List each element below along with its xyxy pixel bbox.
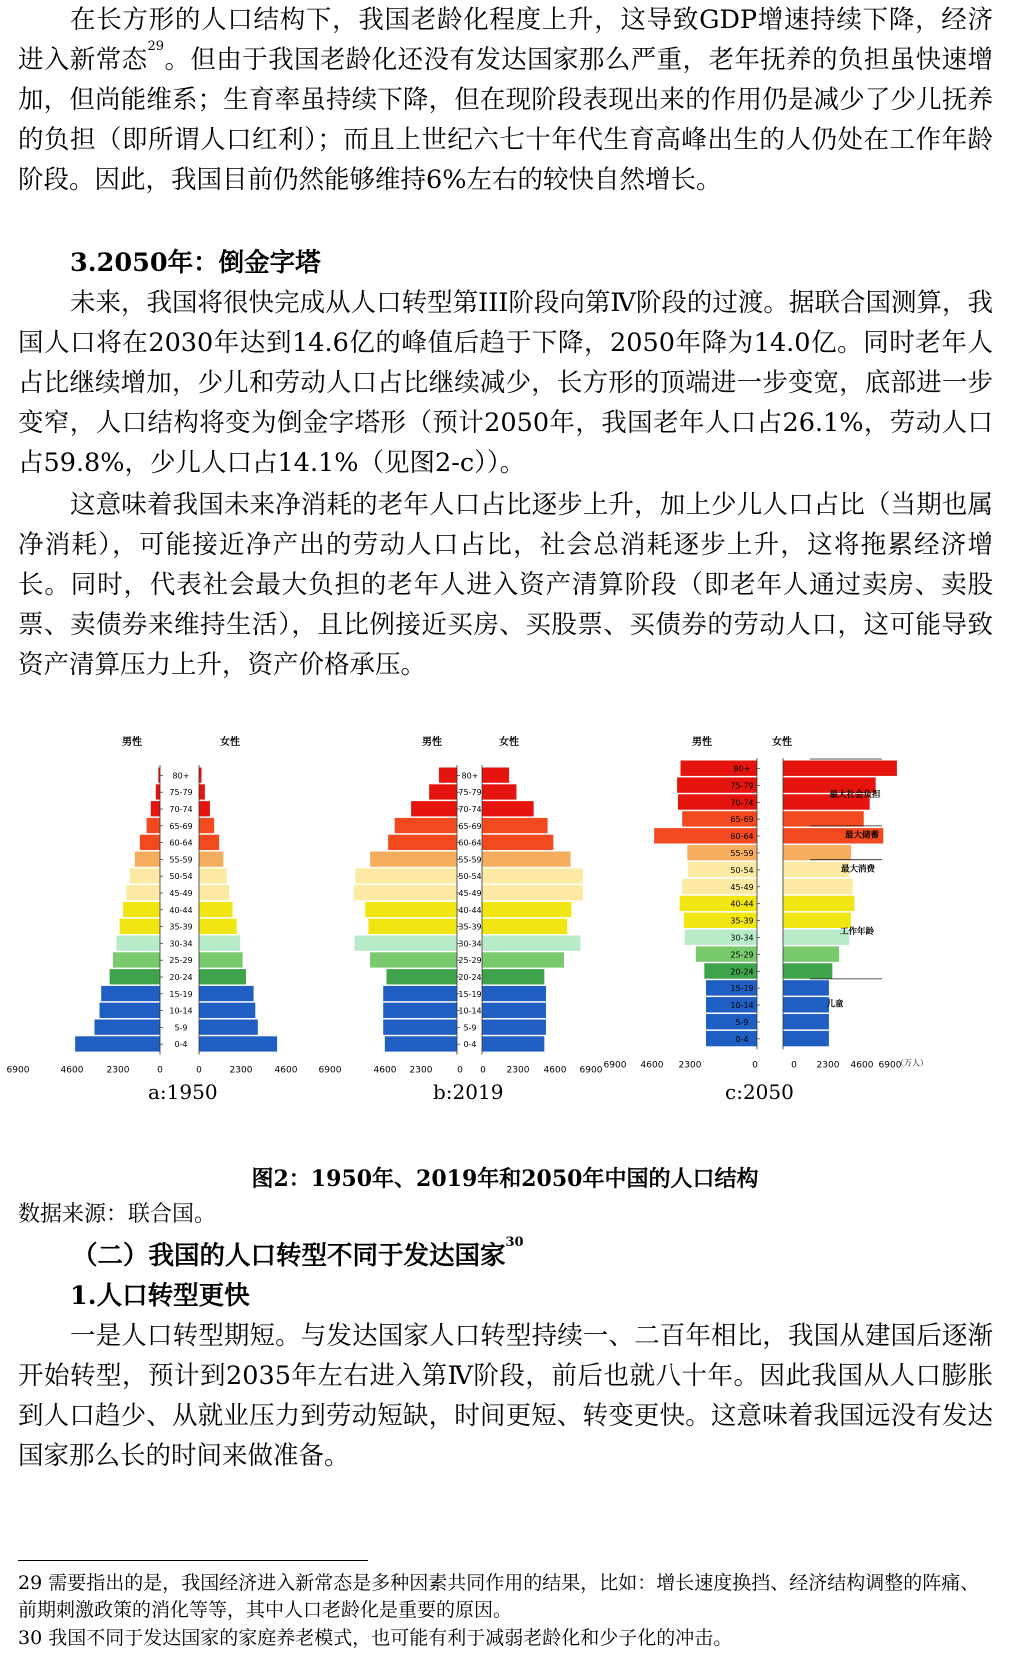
chart-2-age-label-25-29: 25-29: [730, 950, 754, 960]
chart-1-bar-male-45-49: [354, 885, 457, 900]
chart-2-xtick-0: 6900: [603, 1060, 627, 1071]
chart-0-bar-male-40-44: [123, 902, 160, 917]
chart-2-xtick-4: 0: [791, 1060, 797, 1071]
chart-2-bar-female-40-44: [783, 896, 854, 911]
chart-1-bar-male-10-14: [383, 1003, 457, 1018]
chart-1-xtick-6: 4600: [543, 1065, 567, 1076]
section-heading-2050: 3.2050年：倒金字塔: [70, 248, 321, 278]
chart-0-xtick-3: 0: [157, 1065, 163, 1076]
chart-caption-2050: c:2050: [725, 1080, 794, 1104]
chart-2-age-label-75-79: 75-79: [730, 781, 754, 791]
chart-0-bar-male-30-34: [116, 936, 160, 951]
chart-0-age-label-70-74: 70-74: [169, 805, 193, 815]
chart-0-bar-female-35-39: [199, 919, 237, 934]
chart-0-bar-male-75-79: [156, 784, 160, 799]
chart-1-bar-male-15-19: [383, 986, 457, 1001]
chart-2-age-label-20-24: 20-24: [730, 967, 754, 977]
chart-1-bar-male-5-9: [383, 1020, 457, 1035]
chart-1-legend-female: 女性: [499, 737, 519, 748]
chart-1-age-label-70-74: 70-74: [458, 805, 482, 815]
chart-0-age-label-30-34: 30-34: [169, 939, 193, 949]
chart-0-bar-male-10-14: [100, 1003, 160, 1018]
chart-1-bar-male-70-74: [411, 801, 457, 816]
chart-2-bar-female-5-9: [783, 1014, 829, 1029]
chart-1-bar-female-60-64: [482, 835, 553, 850]
chart-0-age-label-35-39: 35-39: [169, 922, 193, 932]
chart-2-age-label-50-54: 50-54: [730, 865, 754, 875]
footnote-divider: [18, 1560, 368, 1561]
footnote-ref-30[interactable]: 30: [505, 1235, 524, 1250]
chart-0-bar-female-65-69: [199, 818, 214, 833]
chart-1-bar-male-50-54: [355, 868, 457, 883]
chart-1-age-label-60-64: 60-64: [458, 838, 482, 848]
chart-0-bar-female-30-34: [199, 936, 240, 951]
chart-0-bar-male-15-19: [101, 986, 160, 1001]
chart-0-age-label-5-9: 5-9: [174, 1023, 188, 1033]
chart-1-bar-male-20-24: [386, 969, 457, 984]
chart-0-age-label-25-29: 25-29: [169, 956, 193, 966]
chart-1-age-label-30-34: 30-34: [458, 939, 482, 949]
chart-0-bar-female-45-49: [199, 885, 229, 900]
chart-2-bar-female-25-29: [783, 946, 839, 961]
chart-0-xtick-1: 4600: [60, 1065, 84, 1076]
chart-2-bar-female-0-4: [783, 1031, 829, 1046]
chart-0-xtick-0: 6900: [6, 1065, 30, 1076]
chart-2-age-label-30-34: 30-34: [730, 933, 754, 943]
chart-2-bar-female-65-69: [783, 811, 864, 826]
chart-1-bar-male-75-79: [429, 784, 457, 799]
chart-2-xtick-1: 4600: [640, 1060, 664, 1071]
chart-2-xtick-2: 2300: [678, 1060, 702, 1071]
chart-1-age-label-15-19: 15-19: [458, 989, 482, 999]
chart-caption-1950: a:1950: [148, 1080, 218, 1104]
chart-0-age-label-40-44: 40-44: [169, 905, 193, 915]
chart-1-bar-female-15-19: [482, 986, 546, 1001]
chart-2-xtick-6: 4600: [850, 1060, 874, 1071]
footnote-30: 30 我国不同于发达国家的家庭养老模式，也可能有利于减弱老龄化和少子化的冲击。: [18, 1627, 733, 1649]
chart-1-bar-male-30-34: [355, 936, 458, 951]
chart-1-age-label-25-29: 25-29: [458, 956, 482, 966]
chart-0-bar-male-5-9: [94, 1020, 160, 1035]
chart-1-bar-female-75-79: [482, 784, 516, 799]
chart-0-bar-female-15-19: [199, 986, 254, 1001]
chart-1-age-label-40-44: 40-44: [458, 905, 482, 915]
chart-1-bar-female-40-44: [482, 902, 571, 917]
chart-2-annotation-2: 最大消费: [840, 864, 876, 875]
chart-1-bar-male-40-44: [365, 902, 457, 917]
chart-1-age-label-5-9: 5-9: [463, 1023, 477, 1033]
chart-0-bar-female-25-29: [199, 952, 243, 967]
chart-0-bar-male-45-49: [126, 885, 160, 900]
chart-1-bar-female-25-29: [482, 952, 564, 967]
chart-1-bar-female-30-34: [482, 936, 580, 951]
chart-1-xtick-4: 0: [480, 1065, 486, 1076]
chart-2-xtick-5: 2300: [816, 1060, 840, 1071]
chart-2-legend-female: 女性: [772, 737, 792, 748]
chart-2-age-label-55-59: 55-59: [730, 848, 754, 858]
chart-0-age-label-65-69: 65-69: [169, 821, 193, 831]
chart-2-age-label-5-9: 5-9: [735, 1017, 749, 1027]
chart-1-legend-male: 男性: [422, 737, 442, 748]
chart-1-bar-male-80+: [439, 768, 457, 783]
chart-0-age-label-10-14: 10-14: [169, 1006, 193, 1016]
chart-0-xtick-6: 4600: [274, 1065, 298, 1076]
chart-2-bar-male-0-4: [706, 1031, 757, 1046]
chart-2-bar-female-10-14: [783, 997, 829, 1012]
chart-0-age-label-45-49: 45-49: [169, 889, 193, 899]
chart-2-annotation-3: 工作年龄: [839, 927, 875, 938]
chart-1-bar-female-50-54: [482, 868, 583, 883]
chart-2-bar-female-80+: [783, 761, 897, 776]
chart-1-bar-male-35-39: [368, 919, 457, 934]
chart-0-xtick-2: 2300: [106, 1065, 130, 1076]
chart-0-bar-male-65-69: [147, 818, 160, 833]
chart-2-age-label-10-14: 10-14: [730, 1001, 754, 1011]
chart-0-age-label-75-79: 75-79: [169, 788, 193, 798]
chart-2-bar-female-55-59: [783, 845, 851, 860]
chart-0-bar-male-35-39: [120, 919, 160, 934]
chart-1-bar-female-70-74: [482, 801, 534, 816]
chart-0-bar-male-55-59: [135, 852, 160, 867]
chart-2-age-label-70-74: 70-74: [730, 798, 754, 808]
chart-2-annotation-0: 最大社会负担: [829, 790, 881, 801]
chart-0-bar-female-10-14: [199, 1003, 255, 1018]
chart-0-bar-male-70-74: [151, 801, 160, 816]
chart-2-bar-female-15-19: [783, 980, 829, 995]
chart-2-xtick-3: 0: [752, 1060, 758, 1071]
section-heading-2: （二）我国的人口转型不同于发达国家$^{30}$: [72, 1235, 524, 1271]
chart-0-bar-female-60-64: [199, 835, 219, 850]
chart-1-xtick-1: 4600: [373, 1065, 397, 1076]
chart-1-bar-female-10-14: [482, 1003, 546, 1018]
chart-0-bar-male-25-29: [113, 952, 160, 967]
chart-1-xtick-7: 6900: [579, 1065, 603, 1076]
chart-0-bar-male-60-64: [140, 835, 160, 850]
chart-1-bar-female-65-69: [482, 818, 548, 833]
chart-0-age-label-80+: 80+: [172, 771, 190, 781]
footnote-ref-29[interactable]: 29: [147, 39, 165, 54]
paragraph-intro: 在长方形的人口结构下，我国老龄化程度上升，这导致GDP增速持续下降，经济进入新常态$^{29}$。但由于我国老龄化还没有发达国家那么严重，老年抚养的负担虽快速增加，但尚能维系；生育率虽持续下降，但在现阶段表现出来的作用仍是减少了少儿抚养的负担（即所谓人口红利）；而且上世纪六七十年代生育高峰出生的人仍处在工作年龄阶段。因此，我国目前仍然能够维持6%左右的较快自然增长。: [18, 5, 993, 195]
chart-2-x-unit: （万人）: [896, 1058, 928, 1068]
chart-2-bar-female-20-24: [783, 963, 832, 978]
chart-0-bar-female-70-74: [199, 801, 210, 816]
chart-1-bar-male-25-29: [370, 952, 457, 967]
chart-2-bar-female-50-54: [783, 862, 849, 877]
paragraph-consumption: 这意味着我国未来净消耗的老年人口占比逐步上升，加上少儿人口占比（当期也属净消耗），可能接近净产出的劳动人口占比，社会总消耗逐步上升，这将拖累经济增长。同时，代表社会最大负担的老年人进入资产清算阶段（即老年人通过卖房、卖股票、卖债券来维持生活），且比例接近买房、买股票、买债券的劳动人口，这可能导致资产清算压力上升，资产价格承压。: [18, 490, 993, 680]
chart-0-xtick-5: 2300: [229, 1065, 253, 1076]
chart-0-legend-female: 女性: [220, 737, 240, 748]
chart-1-age-label-65-69: 65-69: [458, 821, 482, 831]
chart-0-bar-female-5-9: [199, 1020, 258, 1035]
chart-1-bar-female-5-9: [482, 1020, 546, 1035]
chart-1-xtick-5: 2300: [506, 1065, 530, 1076]
chart-0-bar-male-50-54: [130, 868, 160, 883]
chart-2-bar-male-5-9: [706, 1014, 757, 1029]
chart-0-bar-female-20-24: [199, 969, 246, 984]
figure-title: 图2：1950年、2019年和2050年中国的人口结构: [251, 1166, 759, 1192]
chart-1-age-label-45-49: 45-49: [458, 889, 482, 899]
subsection-heading-faster: 1.人口转型更快: [70, 1281, 250, 1311]
chart-2-age-label-40-44: 40-44: [730, 899, 754, 909]
paragraph-2050: 未来，我国将很快完成从人口转型第III阶段向第Ⅳ阶段的过渡。据联合国测算，我国人口将在2030年达到14.6亿的峰值后趋于下降，2050年降为14.0亿。同时老年人占比继续增加，少儿和劳动人口占比继续减少，长方形的顶端进一步变宽，底部进一步变窄，人口结构将变为倒金字塔形（预计2050年，我国老年人口占26.1%，劳动人口占59.8%，少儿人口占14.1%（见图2-c））。: [18, 288, 993, 478]
chart-1-bar-male-55-59: [370, 852, 457, 867]
chart-1-xtick-0: 6900: [318, 1065, 342, 1076]
paragraph-transition: 一是人口转型期短。与发达国家人口转型持续一、二百年相比，我国从建国后逐渐开始转型，预计到2035年左右进入第Ⅳ阶段，前后也就八十年。因此我国从人口膨胀到人口趋少、从就业压力到劳动短缺，时间更短、转变更快。这意味着我国远没有发达国家那么长的时间来做准备。: [18, 1321, 993, 1471]
chart-2-age-label-0-4: 0-4: [735, 1034, 749, 1044]
chart-1-xtick-3: 0: [457, 1065, 463, 1076]
chart-1-bar-male-0-4: [385, 1036, 457, 1051]
chart-1-age-label-55-59: 55-59: [458, 855, 482, 865]
chart-0-age-label-0-4: 0-4: [174, 1040, 188, 1050]
chart-1-bar-female-35-39: [482, 919, 567, 934]
chart-1-age-label-80+: 80+: [461, 771, 479, 781]
chart-1-bar-female-0-4: [482, 1036, 544, 1051]
chart-0-age-label-20-24: 20-24: [169, 973, 193, 983]
chart-2-xtick-7: 6900: [878, 1060, 902, 1071]
chart-1-age-label-0-4: 0-4: [463, 1040, 477, 1050]
chart-1-bar-female-80+: [482, 768, 509, 783]
chart-0-age-label-55-59: 55-59: [169, 855, 193, 865]
chart-0-xtick-4: 0: [196, 1065, 202, 1076]
chart-2-age-label-15-19: 15-19: [730, 984, 754, 994]
chart-0-legend-male: 男性: [122, 737, 142, 748]
chart-2-annotation-1: 最大储蓄: [844, 830, 880, 841]
chart-1-bar-male-60-64: [388, 835, 457, 850]
chart-1-xtick-2: 2300: [409, 1065, 433, 1076]
chart-1-bar-female-55-59: [482, 852, 571, 867]
chart-1-age-label-75-79: 75-79: [458, 788, 482, 798]
chart-2-age-label-65-69: 65-69: [730, 815, 754, 825]
chart-1-bar-female-20-24: [482, 969, 544, 984]
chart-2-age-label-45-49: 45-49: [730, 882, 754, 892]
chart-0-age-label-15-19: 15-19: [169, 989, 193, 999]
chart-2-bar-female-45-49: [783, 879, 853, 894]
chart-1-age-label-10-14: 10-14: [458, 1006, 482, 1016]
chart-0-age-label-50-54: 50-54: [169, 872, 193, 882]
chart-2-age-label-60-64: 60-64: [730, 832, 754, 842]
chart-0-bar-male-20-24: [110, 969, 160, 984]
chart-0-bar-male-0-4: [75, 1036, 160, 1051]
chart-0-age-label-60-64: 60-64: [169, 838, 193, 848]
chart-2-age-label-35-39: 35-39: [730, 916, 754, 926]
chart-0-bar-female-40-44: [199, 902, 233, 917]
chart-0-bar-female-50-54: [199, 868, 227, 883]
chart-0-bar-female-55-59: [199, 852, 223, 867]
chart-2-legend-male: 男性: [692, 737, 712, 748]
chart-0-bar-female-0-4: [199, 1036, 277, 1051]
chart-1-bar-female-45-49: [482, 885, 583, 900]
chart-2-age-label-80+: 80+: [733, 764, 751, 774]
chart-0-bar-female-75-79: [199, 784, 205, 799]
chart-2-annotation-4: 儿童: [826, 999, 844, 1010]
chart-2-bar-female-35-39: [783, 913, 851, 928]
chart-caption-2019: b:2019: [433, 1080, 504, 1104]
chart-1-bar-male-65-69: [395, 818, 457, 833]
chart-1-age-label-50-54: 50-54: [458, 872, 482, 882]
footnote-29: 29 需要指出的是，我国经济进入新常态是多种因素共同作用的结果，比如：增长速度换挡、经济结构调整的阵痛、前期刺激政策的消化等等，其中人口老龄化是重要的原因。: [18, 1572, 980, 1621]
chart-1-age-label-35-39: 35-39: [458, 922, 482, 932]
chart-1-age-label-20-24: 20-24: [458, 973, 482, 983]
data-source: 数据来源：联合国。: [18, 1202, 217, 1227]
